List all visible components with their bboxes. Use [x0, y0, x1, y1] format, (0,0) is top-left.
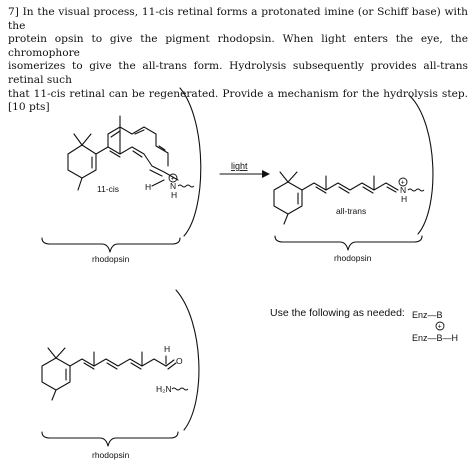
reagent-instruction: Use the following as needed: [270, 307, 405, 319]
imine-nh-label: H [171, 190, 178, 200]
rhodopsin-brace-3 [42, 432, 178, 446]
charge-symbol: + [170, 175, 175, 183]
protein-linkage-wavy-3 [172, 388, 188, 390]
aldehyde-h-label: H [164, 344, 171, 354]
question-line-1: 7] In the visual process, 11-cis retinal forms a protonated imine (or Schiff base) with the [8, 6, 468, 32]
opsin-pocket-arc-2 [410, 96, 433, 234]
imine-h-label: H [145, 182, 152, 192]
enz-acid-label: Enz—B—H [412, 333, 459, 343]
light-label: light [231, 161, 248, 171]
rhodopsin-label-3: rhodopsin [92, 450, 130, 460]
cis-chain-upper [108, 116, 168, 166]
label-11-cis: 11-cis [97, 184, 120, 194]
light-arrow [220, 170, 270, 178]
charge-symbol-2: + [400, 179, 405, 187]
charge-symbol-3: + [437, 323, 442, 331]
question-line-3: isomerizes to give the all-trans form. Hydrolysis subsequently provides all-trans retinal such [8, 60, 468, 86]
rhodopsin-label-2: rhodopsin [334, 253, 372, 263]
amine-label: H₂N [156, 384, 172, 394]
rhodopsin-brace-2 [275, 236, 422, 250]
protein-linkage-wavy [178, 185, 194, 187]
question-line-4: that 11-cis retinal can be regenerated. Provide a mechanism for the hydrolysis step. [10 pts] [8, 87, 468, 114]
protein-linkage-wavy-2 [408, 189, 424, 191]
rhodopsin-brace [42, 238, 180, 252]
imine-n-label: N [170, 181, 177, 191]
rhodopsin-label-1: rhodopsin [92, 254, 130, 264]
enz-base-label: Enz—B [412, 310, 443, 320]
trans-retinal-structure [274, 172, 398, 224]
trans-n-label: N [400, 185, 407, 195]
label-all-trans: all-trans [336, 206, 367, 216]
question-line-2: protein opsin to give the pigment rhodopsin. When light enters the eye, the chromophore [8, 33, 468, 59]
opsin-pocket-arc [180, 88, 201, 236]
trans-nh-label: H [401, 194, 408, 204]
aldehyde-o-label: O [176, 356, 183, 366]
